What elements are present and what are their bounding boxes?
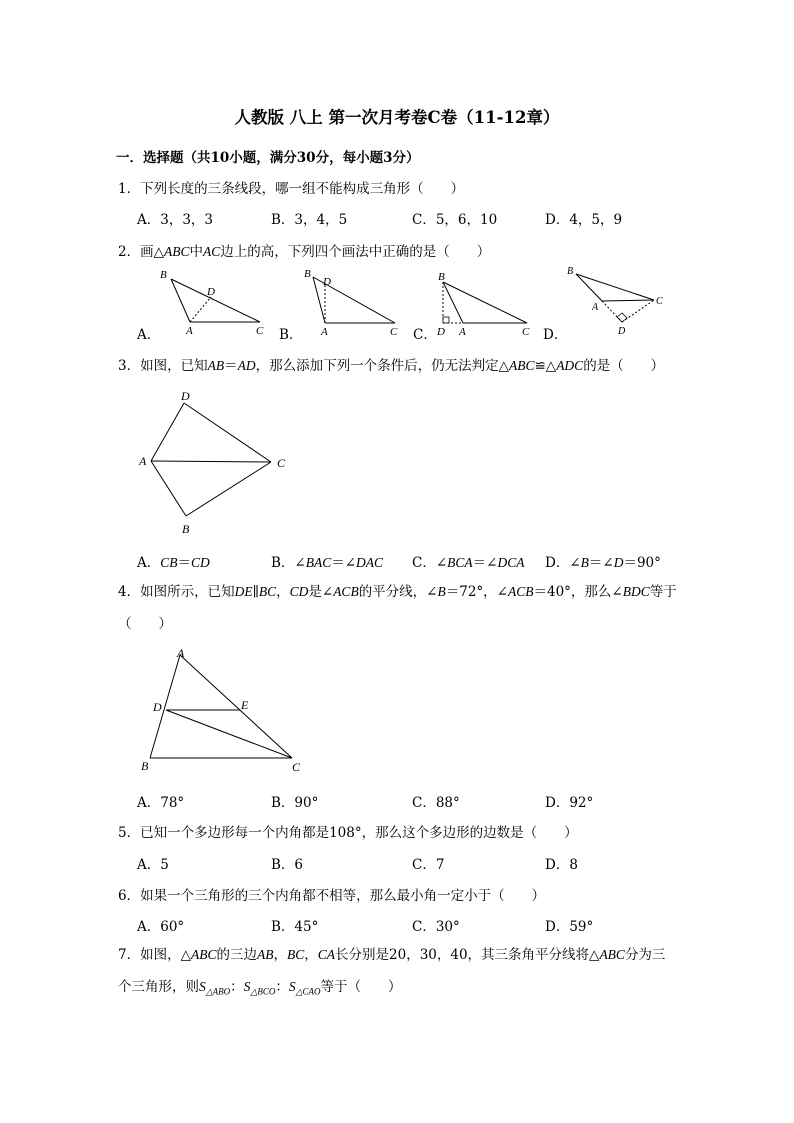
q2-option-c: C． [413,327,437,343]
q1-option-b: B．3，4，5 [271,212,348,228]
q5-option-b: B．6 [271,857,304,873]
q3-stem: 3．如图，已知AB＝AD，那么添加下列一个条件后，仍无法判定△ABC≌△ADC的是（ ） [118,358,665,374]
q4-figure [135,642,315,777]
q3-option-d: D．∠B＝∠D＝90° [545,555,661,571]
q1-option-c: C．5，6，10 [412,212,498,228]
svg-text:A: A [321,326,328,338]
q3-option-c: C．∠BCA＝∠DCA [412,555,525,571]
q3-figure [135,385,295,540]
svg-text:C: C [390,326,398,338]
svg-text:C: C [522,326,530,338]
svg-text:D: D [153,700,162,714]
q6-option-b: B．45° [271,919,319,935]
svg-text:B: B [438,271,445,283]
svg-text:B: B [141,759,149,773]
svg-text:B: B [160,269,167,281]
svg-text:C: C [256,325,264,337]
svg-text:C: C [277,456,286,470]
q6-stem: 6．如果一个三角形的三个内角都不相等，那么最小角一定小于（ ） [118,888,546,904]
q2-figure-a [155,265,270,340]
q4-option-b: B．90° [271,795,319,811]
svg-text:A: A [592,302,599,313]
q4-option-c: C．88° [412,795,460,811]
q6-option-a: A．60° [137,919,185,935]
q6-option-c: C．30° [412,919,460,935]
q2-figure-c [428,265,538,340]
svg-text:B: B [304,268,311,280]
svg-text:E: E [241,698,249,712]
svg-text:B: B [567,266,574,277]
section-heading: 一．选择题（共10小题，满分30分，每小题3分） [116,150,420,166]
q2-option-b: B． [279,327,303,343]
q2-option-d: D． [543,327,568,343]
q1-option-a: A．3，3，3 [137,212,214,228]
q2-stem: 2．画△ABC中AC边上的高，下列四个画法中正确的是（ ） [118,244,491,260]
svg-text:A: A [186,325,193,337]
q1-stem: 1．下列长度的三条线段，哪一组不能构成三角形（ ） [118,181,465,197]
q3-option-a: A．CB＝CD [137,555,210,571]
svg-text:C: C [292,760,301,774]
q4-option-a: A．78° [137,795,185,811]
q3-option-b: B．∠BAC＝∠DAC [271,555,384,571]
q4-stem: 4．如图所示，已知DE∥BC，CD是∠ACB的平分线，∠B＝72°，∠ACB＝40°，那么∠BDC等于（ ） [118,584,677,632]
q5-option-c: C．7 [412,857,445,873]
q7-stem: 7．如图，△ABC的三边AB，BC，CA长分别是20，30，40，其三条角平分线将△ABC分为三个三角形，则$S_{\triangle ABO}$：$S_{\triangle BCO}$：$S_{\triangle CAO}$等于（ ） [118,947,666,997]
svg-text:D: D [437,326,445,338]
q2-option-a: A． [137,327,161,343]
q5-option-a: A．5 [137,857,169,873]
q2-figure-d [562,262,677,337]
svg-text:D: D [323,276,331,288]
q2-figure-b [298,265,408,340]
svg-text:D: D [618,326,626,337]
svg-text:A: A [459,326,466,338]
q5-stem: 5．已知一个多边形每一个内角都是108°，那么这个多边形的边数是（ ） [118,825,578,841]
svg-text:B: B [182,522,190,536]
svg-text:A: A [177,646,185,660]
q5-option-d: D．8 [545,857,578,873]
svg-text:C: C [656,296,663,307]
svg-text:D: D [207,286,215,298]
svg-text:A: A [139,454,147,468]
q6-option-d: D．59° [545,919,594,935]
q1-option-d: D．4，5，9 [545,212,623,228]
svg-text:D: D [181,389,190,403]
q4-option-d: D．92° [545,795,594,811]
page-title: 人教版 八上 第一次月考卷C卷（11-12章） [234,108,560,127]
